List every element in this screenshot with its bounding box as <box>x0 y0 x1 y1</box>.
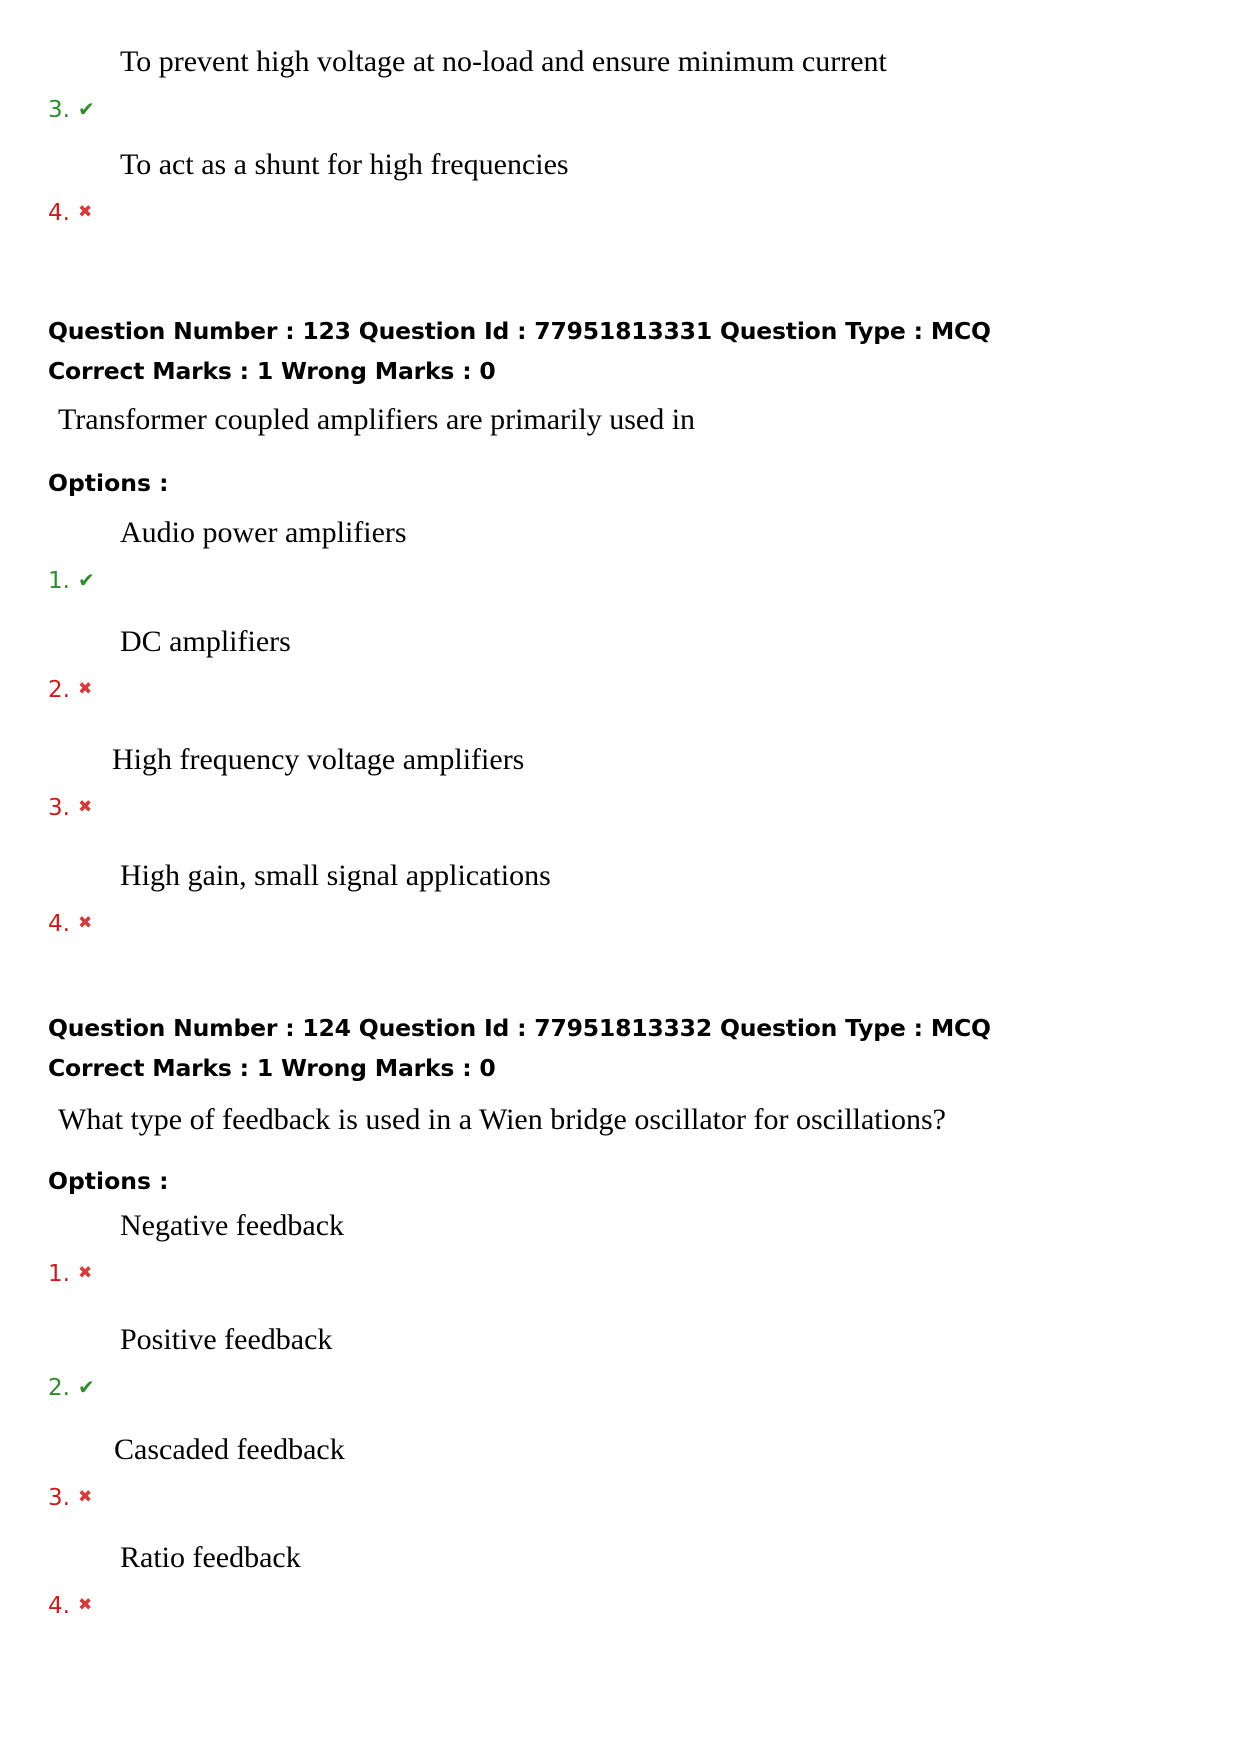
cross-icon: ✖ <box>78 913 93 933</box>
option-text: Cascaded feedback <box>114 1433 345 1466</box>
q123-option-1 <box>48 515 1148 595</box>
prev-option-3 <box>48 44 1148 124</box>
option-text: High gain, small signal applications <box>120 859 551 892</box>
option-number: 3. <box>48 1485 70 1511</box>
q123-option-2 <box>48 624 1148 704</box>
option-text: DC amplifiers <box>120 625 291 658</box>
cross-icon: ✖ <box>78 797 93 817</box>
option-text: Ratio feedback <box>120 1541 301 1574</box>
option-text: Positive feedback <box>120 1323 333 1356</box>
option-number: 1. <box>48 568 70 594</box>
option-number: 3. <box>48 97 70 123</box>
check-icon: ✔ <box>78 568 95 592</box>
q123-option-4 <box>48 858 1148 938</box>
q124-option-1 <box>48 1208 1148 1288</box>
question-marks: Correct Marks : 1 Wrong Marks : 0 <box>48 1054 496 1082</box>
option-number: 4. <box>48 1593 70 1619</box>
option-text: Audio power amplifiers <box>120 516 407 549</box>
cross-icon: ✖ <box>78 679 93 699</box>
option-number: 4. <box>48 200 70 226</box>
options-label: Options : <box>48 1167 169 1195</box>
cross-icon: ✖ <box>78 202 93 222</box>
check-icon: ✔ <box>78 1375 95 1399</box>
prev-option-4 <box>48 147 1148 227</box>
option-number: 4. <box>48 911 70 937</box>
question-text: What type of feedback is used in a Wien bridge oscillator for oscillations? <box>58 1103 946 1136</box>
options-label: Options : <box>48 469 169 497</box>
q124-option-3 <box>48 1432 1148 1512</box>
option-number: 1. <box>48 1261 70 1287</box>
option-text: To act as a shunt for high frequencies <box>120 148 569 181</box>
question-marks: Correct Marks : 1 Wrong Marks : 0 <box>48 357 496 385</box>
option-text: Negative feedback <box>120 1209 345 1242</box>
cross-icon: ✖ <box>78 1263 93 1283</box>
question-header: Question Number : 124 Question Id : 77951813332 Question Type : MCQ <box>48 1014 991 1042</box>
q123-option-3 <box>48 742 1148 822</box>
question-text: Transformer coupled amplifiers are primarily used in <box>58 403 696 436</box>
q124-option-2 <box>48 1322 1148 1402</box>
option-text: High frequency voltage amplifiers <box>112 743 525 776</box>
cross-icon: ✖ <box>78 1595 93 1615</box>
option-number: 3. <box>48 795 70 821</box>
option-number: 2. <box>48 1375 70 1401</box>
option-text: To prevent high voltage at no-load and ensure minimum current <box>120 45 887 78</box>
check-icon: ✔ <box>78 97 95 121</box>
q124-option-4 <box>48 1540 1148 1620</box>
cross-icon: ✖ <box>78 1487 93 1507</box>
option-number: 2. <box>48 677 70 703</box>
question-header: Question Number : 123 Question Id : 77951813331 Question Type : MCQ <box>48 317 991 345</box>
